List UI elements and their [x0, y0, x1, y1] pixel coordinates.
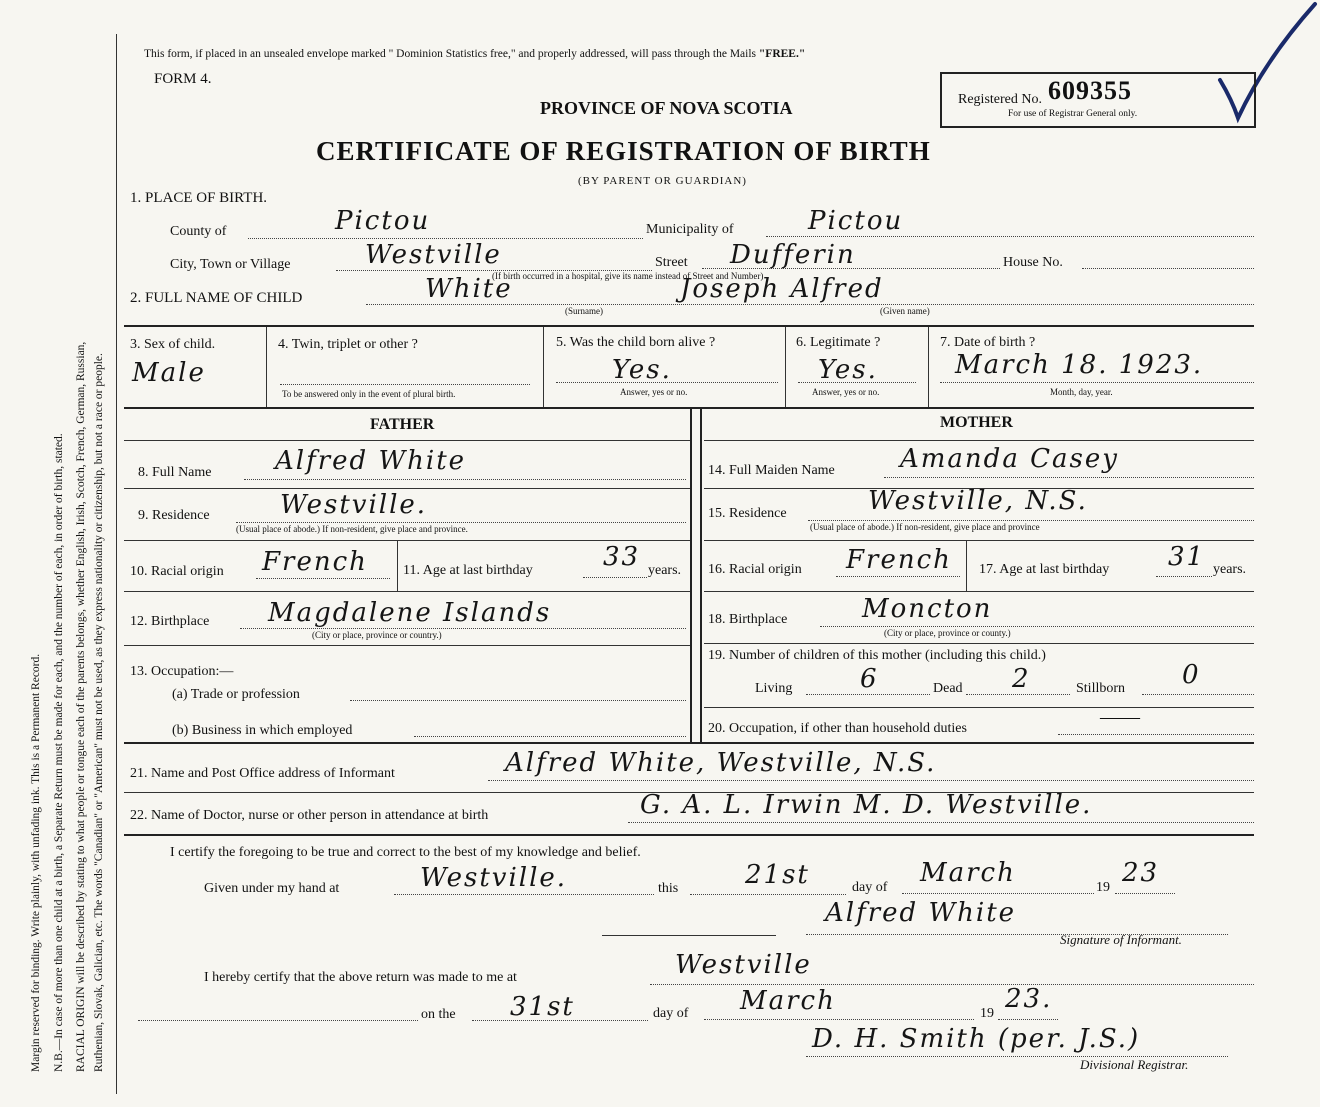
- city-value: Westville: [365, 240, 502, 270]
- street-value: Dufferin: [730, 240, 856, 270]
- given-caption: (Given name): [880, 306, 930, 316]
- twin-note: To be answered only in the event of plural birth.: [282, 389, 456, 399]
- given-year-prefix: 19: [1096, 880, 1110, 895]
- alive-label: 5. Was the child born alive ?: [556, 335, 716, 350]
- registrar-year-prefix: 19: [980, 1006, 994, 1021]
- doctor-value: G. A. L. Irwin M. D. Westville.: [640, 790, 1093, 820]
- informant-value: Alfred White, Westville, N.S.: [505, 748, 937, 778]
- county-label: County of: [170, 224, 227, 239]
- alive-value: Yes.: [612, 355, 672, 385]
- county-value: Pictou: [335, 206, 431, 236]
- alive-note: Answer, yes or no.: [620, 387, 688, 397]
- registrar-place: Westville: [675, 950, 812, 980]
- father-name: Alfred White: [275, 446, 467, 476]
- father-bp-label: 12. Birthplace: [130, 614, 210, 629]
- father-bp-note: (City or place, province or country.): [312, 630, 442, 640]
- sex-label: 3. Sex of child.: [130, 337, 216, 352]
- legit-note: Answer, yes or no.: [812, 387, 880, 397]
- mother-years: years.: [1213, 562, 1247, 577]
- father-occ-label: 13. Occupation:—: [130, 664, 234, 679]
- registrar-day: 31st: [510, 992, 575, 1022]
- father-res-label: 9. Residence: [138, 508, 210, 523]
- legit-value: Yes.: [818, 355, 878, 385]
- legit-label: 6. Legitimate ?: [796, 335, 881, 350]
- child-given-name: Joseph Alfred: [680, 274, 884, 304]
- certificate-subtitle: (BY PARENT OR GUARDIAN): [578, 175, 747, 187]
- mother-name: Amanda Casey: [900, 444, 1119, 474]
- mother-name-label: 14. Full Maiden Name: [708, 463, 835, 478]
- registrar-signature: D. H. Smith (per. J.S.): [812, 1024, 1141, 1054]
- father-years: years.: [648, 563, 682, 578]
- stillborn-value: 0: [1182, 660, 1201, 690]
- registrar-year: 23.: [1005, 984, 1053, 1014]
- place-heading: 1. PLACE OF BIRTH.: [130, 190, 268, 206]
- child-name-label: 2. FULL NAME OF CHILD: [130, 290, 303, 306]
- mother-children-label: 19. Number of children of this mother (including this child.): [708, 648, 1046, 663]
- registrar-month: March: [740, 986, 836, 1016]
- signature-caption: Signature of Informant.: [1060, 932, 1182, 947]
- father-birthplace: Magdalene Islands: [268, 598, 552, 628]
- father-race-label: 10. Racial origin: [130, 564, 224, 579]
- mail-free: "FREE.": [758, 48, 806, 60]
- stillborn-label: Stillborn: [1076, 681, 1126, 696]
- registrar-caption: Divisional Registrar.: [1080, 1057, 1189, 1072]
- dob-value: March 18. 1923.: [955, 350, 1204, 380]
- mail-notice: [144, 48, 805, 60]
- certify-statement: I certify the foregoing to be true and correct to the best of my knowledge and belief.: [170, 845, 641, 860]
- mother-res-note: (Usual place of abode.) If non-resident, give place and province: [810, 522, 1040, 532]
- house-label: House No.: [1003, 255, 1063, 270]
- margin-note-racial-origin-2: Ruthenian, Slovak, Galician, etc. The words "Canadian" or "American" must not be used, as they express nationality or citizenship, but not a race or people.: [93, 353, 105, 1072]
- registrar-day-of-label: day of: [653, 1006, 689, 1021]
- binding-line: [116, 34, 117, 1094]
- mother-occ-label: 20. Occupation, if other than household duties: [708, 721, 967, 736]
- certificate-title: CERTIFICATE OF REGISTRATION OF BIRTH: [316, 136, 931, 166]
- father-trade-label: (a) Trade or profession: [172, 687, 300, 702]
- street-label: Street: [655, 255, 688, 270]
- municipality-value: Pictou: [808, 206, 904, 236]
- mother-residence: Westville, N.S.: [868, 486, 1088, 516]
- dead-label: Dead: [933, 681, 963, 696]
- given-month: March: [920, 858, 1016, 888]
- form-number: FORM 4.: [154, 71, 212, 87]
- father-age: 33: [603, 542, 641, 572]
- father-age-label: 11. Age at last birthday: [403, 563, 533, 578]
- mother-bp-note: (City or place, province or county.): [884, 628, 1011, 638]
- mother-heading: MOTHER: [940, 414, 1013, 431]
- registrar-statement: I hereby certify that the above return was made to me at: [204, 970, 517, 985]
- registrar-note: For use of Registrar General only.: [1008, 109, 1138, 119]
- registered-box: [940, 72, 1256, 128]
- on-the-label: on the: [421, 1007, 456, 1022]
- father-res-note: (Usual place of abode.) If non-resident, give place and province.: [236, 524, 468, 534]
- sex-value: Male: [132, 358, 206, 388]
- mother-birthplace: Moncton: [862, 594, 993, 624]
- child-surname: White: [425, 274, 513, 304]
- mother-race-label: 16. Racial origin: [708, 562, 802, 577]
- margin-note-binding: Margin reserved for binding. Write plainly, with unfading ink. This is a Permanent Record.: [30, 653, 42, 1072]
- father-heading: FATHER: [370, 416, 435, 433]
- municipality-label: Municipality of: [646, 222, 734, 237]
- dob-note: Month, day, year.: [1050, 387, 1113, 397]
- this-label: this: [658, 881, 679, 896]
- twin-label: 4. Twin, triplet or other ?: [278, 337, 418, 352]
- mother-race: French: [846, 545, 952, 575]
- father-residence: Westville.: [280, 490, 428, 520]
- province-heading: PROVINCE OF NOVA SCOTIA: [540, 98, 793, 118]
- given-place: Westville.: [420, 863, 568, 893]
- surname-caption: (Surname): [565, 306, 603, 316]
- dead-value: 2: [1012, 664, 1031, 694]
- mother-res-label: 15. Residence: [708, 506, 787, 521]
- mother-bp-label: 18. Birthplace: [708, 612, 788, 627]
- given-day: 21st: [745, 860, 810, 890]
- father-business-label: (b) Business in which employed: [172, 723, 353, 738]
- informant-signature: Alfred White: [825, 898, 1017, 928]
- dob-label: 7. Date of birth ?: [940, 335, 1036, 350]
- hospital-note: (If birth occurred in a hospital, give its name instead of Street and Number): [492, 271, 764, 281]
- living-label: Living: [755, 681, 793, 696]
- mother-age: 31: [1168, 542, 1206, 572]
- father-name-label: 8. Full Name: [138, 465, 212, 480]
- living-value: 6: [860, 664, 879, 694]
- given-day-of-label: day of: [852, 880, 888, 895]
- registered-label: Registered No.: [958, 92, 1042, 107]
- margin-note-multiple-births: N.B.—In case of more than one child at a birth, a Separate Return must be made for each, and the number of each, in order of birth, stated.: [53, 433, 65, 1072]
- mail-notice-text: This form, if placed in an unsealed envelope marked " Dominion Statistics free," and properly addressed, will pass through the Mails: [144, 48, 757, 60]
- registered-number: 609355: [1048, 76, 1132, 105]
- margin-note-racial-origin: RACIAL ORIGIN will be described by stating to what people or tongue each of the parents belongs, whether English, Irish, Scotch, French, German, Russian,: [75, 341, 87, 1072]
- mother-occ-value: ——: [1100, 706, 1140, 728]
- mother-age-label: 17. Age at last birthday: [979, 562, 1110, 577]
- given-year: 23: [1122, 858, 1160, 888]
- doctor-label: 22. Name of Doctor, nurse or other person in attendance at birth: [130, 808, 489, 823]
- informant-label: 21. Name and Post Office address of Informant: [130, 766, 395, 781]
- given-label: Given under my hand at: [204, 881, 340, 896]
- city-label: City, Town or Village: [170, 257, 291, 272]
- father-race: French: [262, 547, 368, 577]
